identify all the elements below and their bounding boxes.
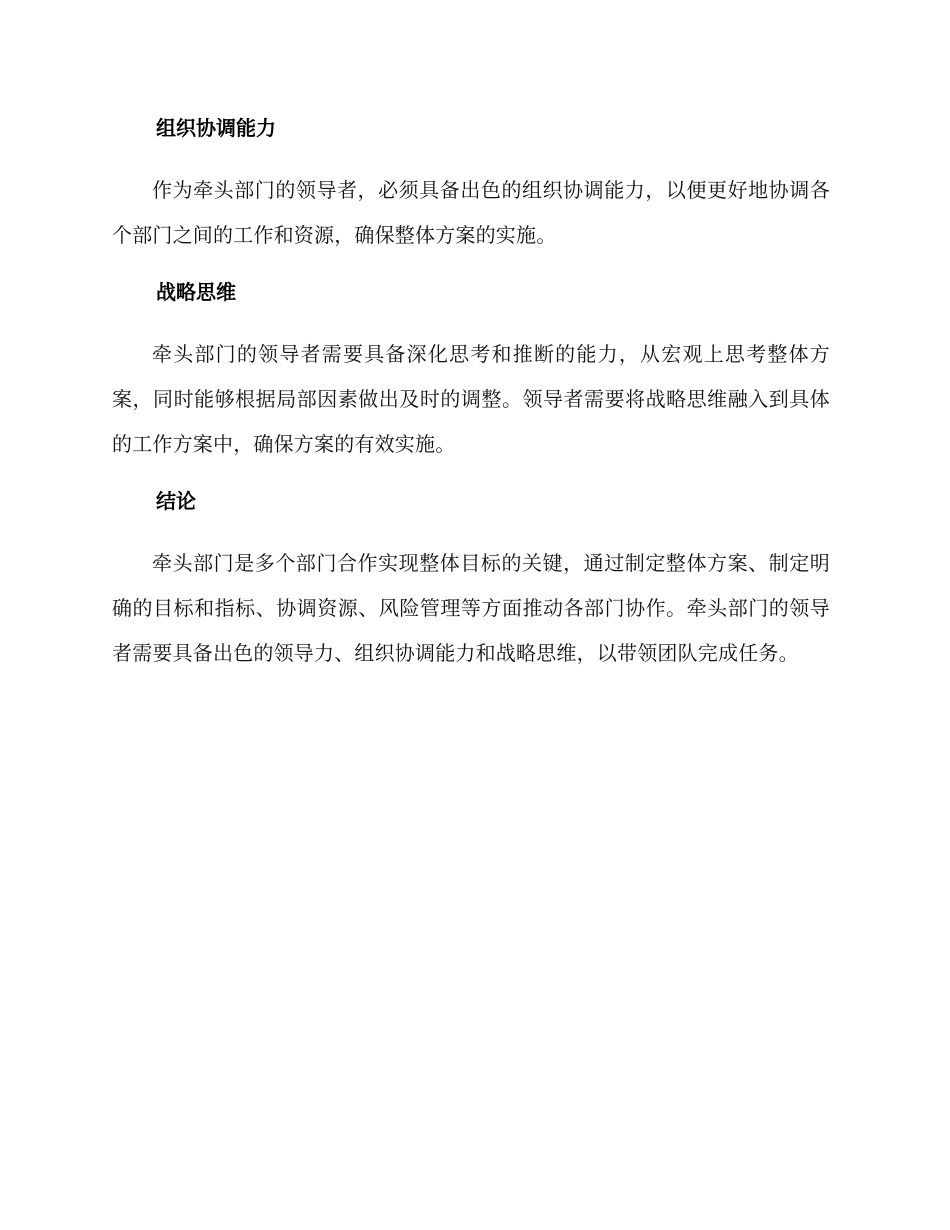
section-heading-strategic-thinking: 战略思维 xyxy=(156,280,236,304)
section-paragraph-strategic-thinking: 牵头部门的领导者需要具备深化思考和推断的能力，从宏观上思考整体方案，同时能够根据局部因素做出及时的调整。领导者需要将战略思维融入到具体的工作方案中，确保方案的有效实施。 xyxy=(112,342,830,456)
section-heading-conclusion: 结论 xyxy=(156,489,196,513)
section-paragraph-conclusion: 牵头部门是多个部门合作实现整体目标的关键，通过制定整体方案、制定明确的目标和指标、协调资源、风险管理等方面推动各部门协作。牵头部门的领导者需要具备出色的领导力、组织协调能力和战略思维，以带领团队完成任务。 xyxy=(112,551,830,665)
section-heading-organization-coordination: 组织协调能力 xyxy=(156,116,276,140)
section-paragraph-organization-coordination: 作为牵头部门的领导者，必须具备出色的组织协调能力，以便更好地协调各个部门之间的工作和资源，确保整体方案的实施。 xyxy=(112,178,830,247)
